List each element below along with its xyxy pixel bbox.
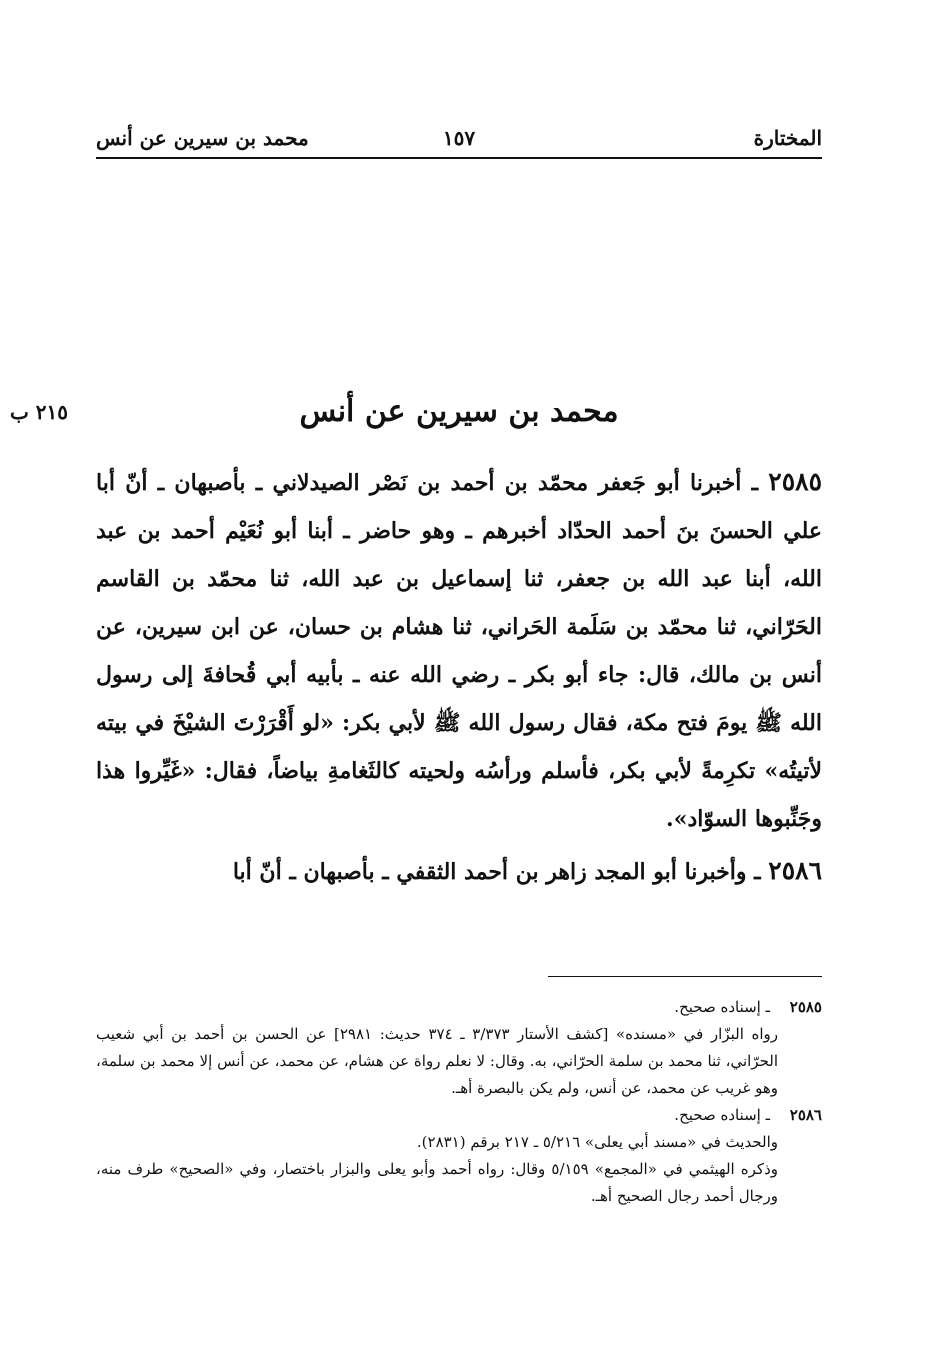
- header-rule: [96, 157, 822, 159]
- section-title: محمد بن سيرين عن أنس: [299, 394, 619, 429]
- footnote-number: ٢٥٨٥: [789, 998, 822, 1016]
- hadith-text: ـ أخبرنا أبو جَعفر محمّد بن أحمد بن نَصْر الصيدلاني ـ بأصبهان ـ أنّ أبا علي الحسنَ بنَ أحمد الحدّاد أخبرهم ـ وهو حاضر ـ أبنا أبو نُعَيْم أحمد بن عبد الله، أبنا عبد الله بن جعفر، ثنا إسماعيل بن عبد الله، ثنا محمّد بن القاسم الحَرّاني، ثنا محمّد بن سَلَمة الحَراني، ثنا هشام بن حسان، عن ابن سيرين، عن أنس بن مالك، قال: جاء أبو بكر ـ رضي الله عنه ـ بأبيه أبي قُحافةَ إلى رسول الله ﷺ يومَ فتح مكة، فقال رسول الله ﷺ لأبي بكر: «لو أَقْرَرْتَ الشيْخَ في بيته لأتيتُه» تكرِمةً لأبي بكر، فأسلم ورأسُه ولحيته كالثَغامةِ بياضاً، فقال: «غَيِّروا هذا وجَنِّبوها السوّاد».: [96, 470, 822, 832]
- footnote: [96, 994, 822, 1102]
- footnote-heading: [96, 1102, 822, 1129]
- footnote: [96, 1102, 822, 1210]
- page-number: ١٥٧: [442, 126, 476, 150]
- hadith-number: ٢٥٨٥: [768, 467, 822, 496]
- hadith-body: [96, 458, 822, 896]
- manuscript-folio-ref: ٢١٥ ب: [10, 400, 69, 424]
- footnote-number: ٢٥٨٦: [789, 1106, 822, 1124]
- hadith-entry: [96, 847, 822, 896]
- hadith-entry: [96, 458, 822, 843]
- footnote-text: والحديث في «مسند أبي يعلى» ٥/٢١٦ ـ ٢١٧ برقم (٢٨٣١).: [416, 1133, 778, 1151]
- running-head-chapter: محمد بن سيرين عن أنس: [96, 126, 309, 150]
- footnote-verdict: ـ إسناده صحيح.: [674, 1106, 770, 1124]
- footnote-heading: [96, 994, 822, 1021]
- running-head-book-title: المختارة: [753, 126, 822, 150]
- hadith-text: ـ وأخبرنا أبو المجد زاهر بن أحمد الثقفي ـ بأصبهان ـ أنّ أبا: [232, 859, 761, 885]
- hadith-number: ٢٥٨٦: [768, 856, 822, 885]
- footnote-rule: [548, 976, 822, 977]
- footnotes: [96, 994, 822, 1210]
- footnote-text: رواه البزّار في «مسنده» [كشف الأستار ٣/٣٧٣ ـ ٣٧٤ حديث: ٢٩٨١] عن الحسن بن أحمد بن أبي شعيب الحرّاني، ثنا محمد بن سلمة الحرّاني، به. وقال: لا نعلم رواة عن هشام، عن محمد، عن أنس إلا محمد بن سلمة، وهو غريب عن محمد، عن أنس، ولم يكن بالبصرة أهـ.: [96, 1025, 778, 1097]
- footnote-text: وذكره الهيثمي في «المجمع» ٥/١٥٩ وقال: رواه أحمد وأبو يعلى والبزار باختصار، وفي «الصحيح» طرف منه، ورجال أحمد رجال الصحيح أهـ.: [96, 1160, 778, 1205]
- running-head: [96, 122, 822, 156]
- footnote-verdict: ـ إسناده صحيح.: [674, 998, 770, 1016]
